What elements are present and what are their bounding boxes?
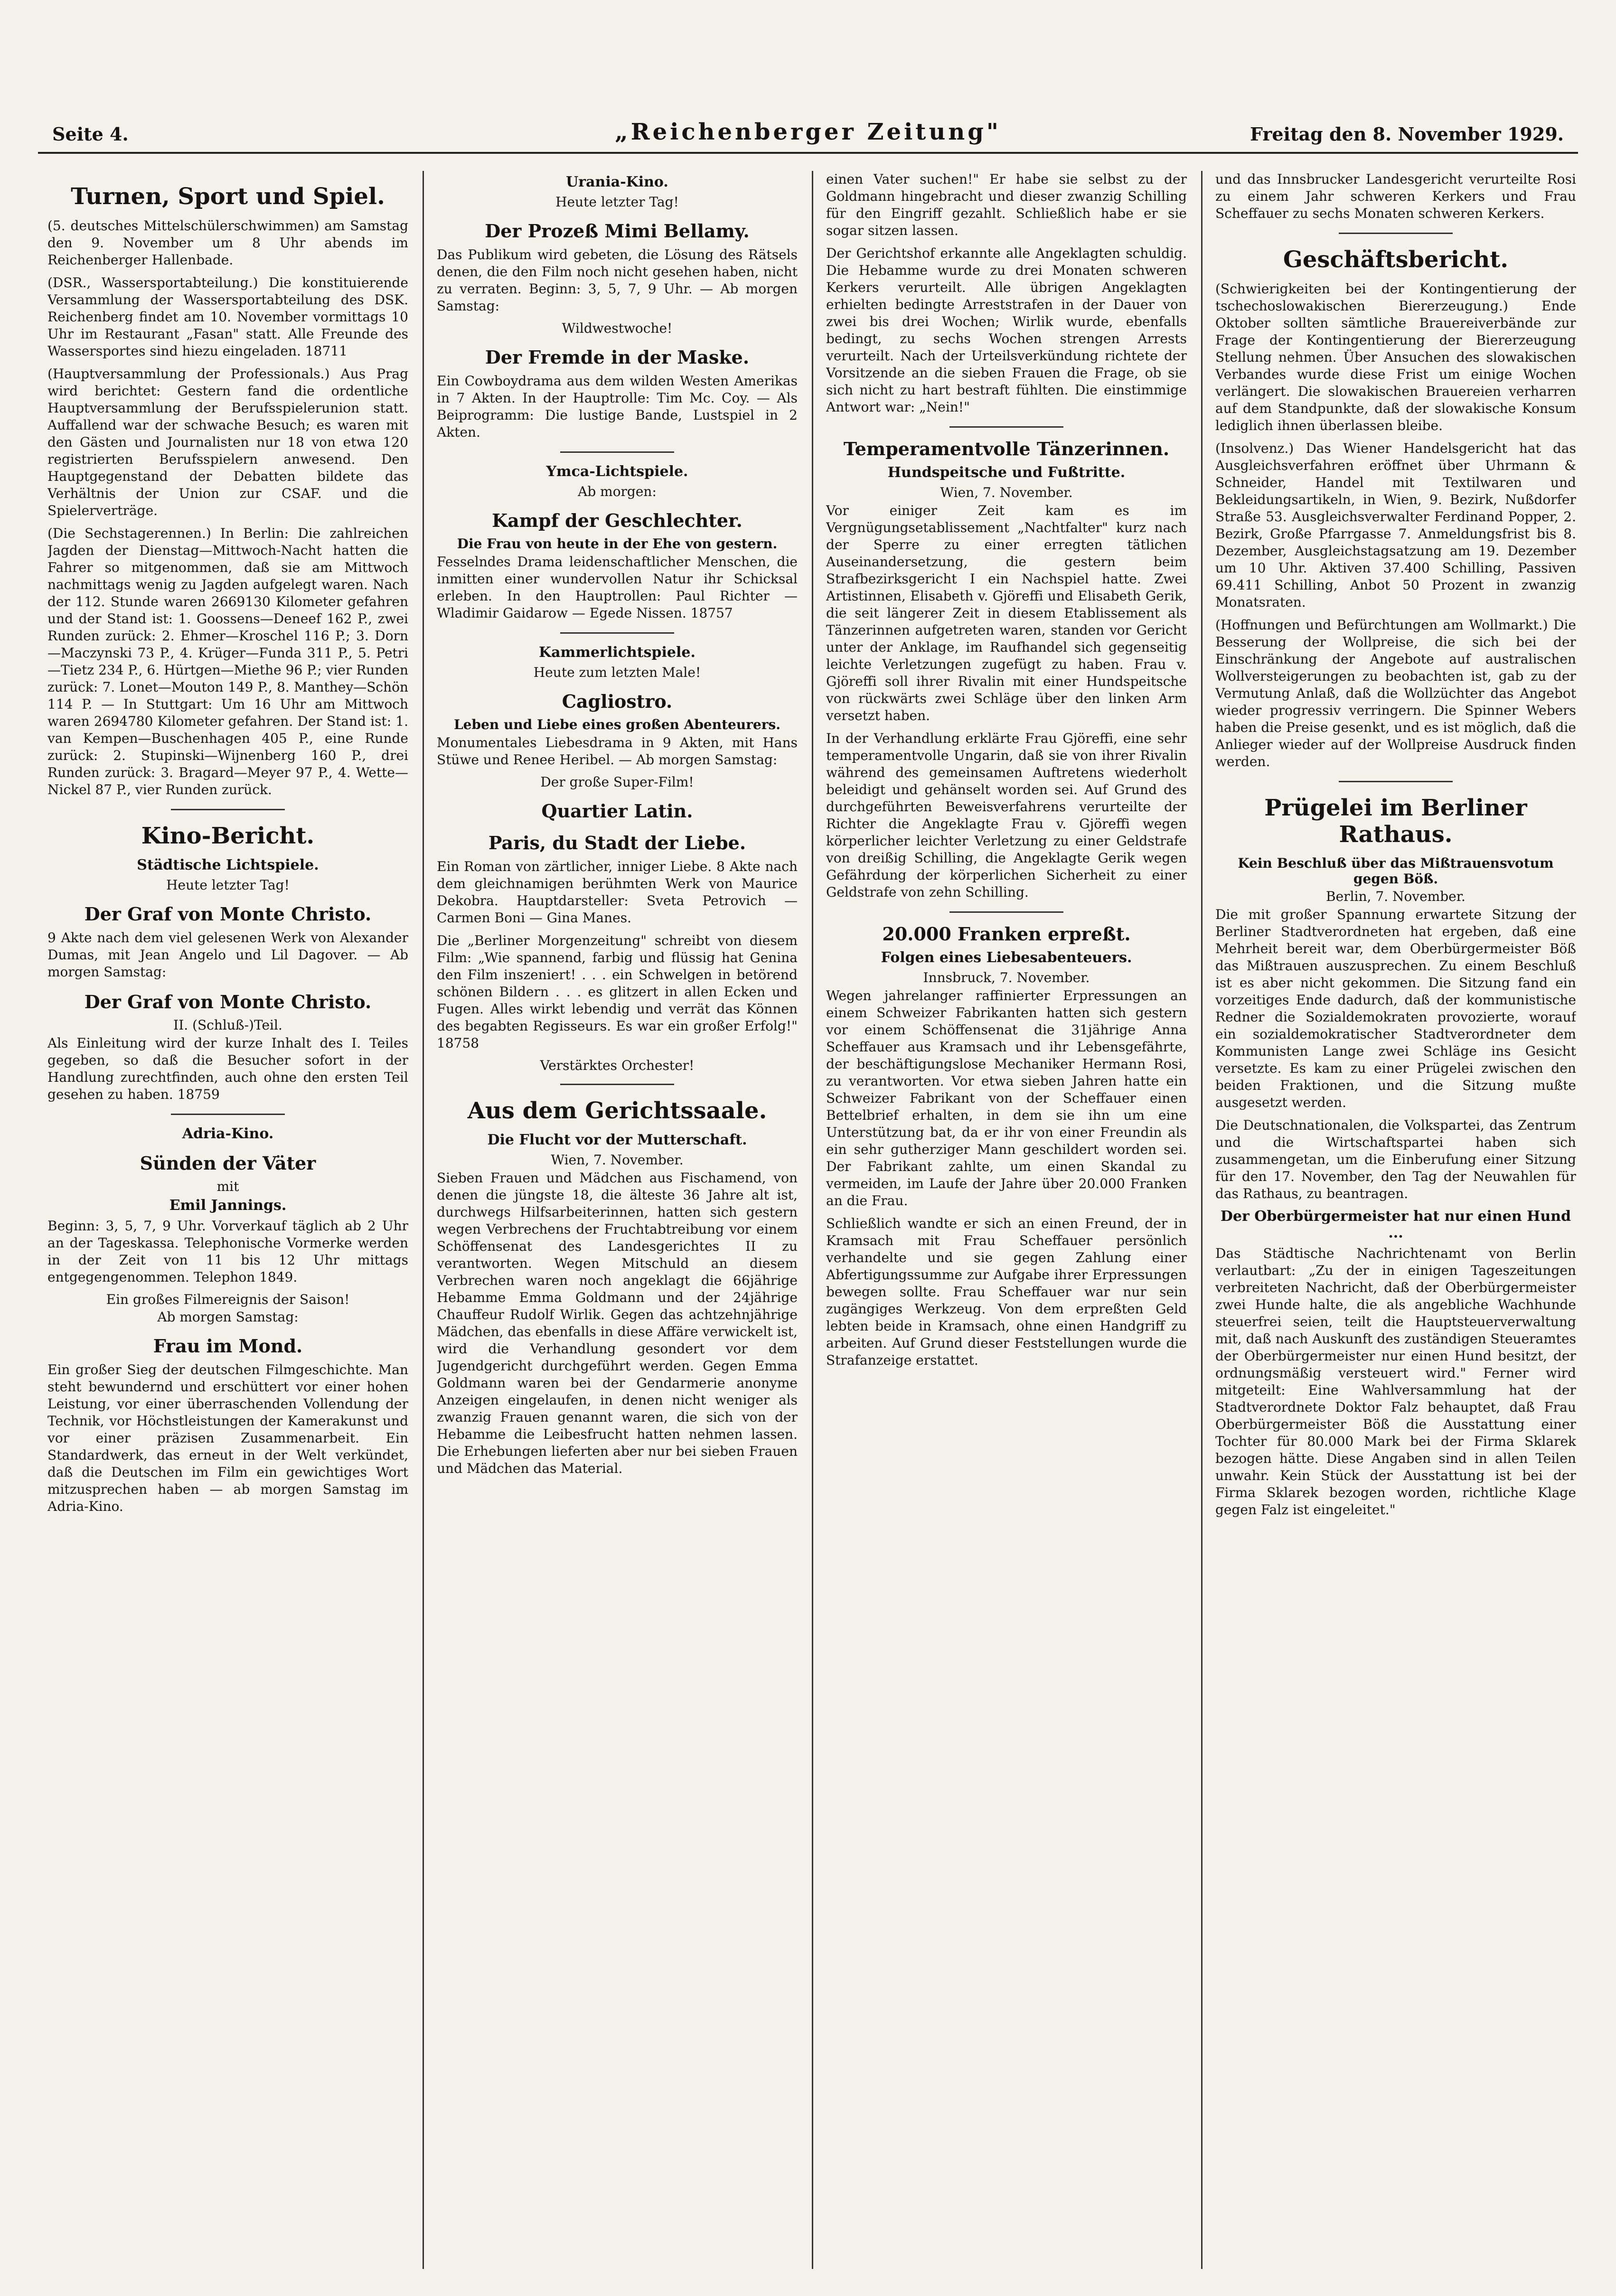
cinema-note: Ab morgen: bbox=[578, 484, 657, 499]
newspaper-title: „Reichenberger Zeitung" bbox=[615, 119, 1001, 145]
film-actor: Emil Jannings. bbox=[169, 1197, 287, 1214]
film-with: mit bbox=[216, 1179, 239, 1194]
article-text: Das Städtische Nachrichtenamt von Berlin verlautbart: „Zu der in einigen Tageszeitungen verbreiteten Nachricht, daß der Oberbürgermeister zwei Hunde halte, die als angebliche Wachhunde steuerfrei seien, teilt die Hauptsteuerverwaltung mit, daß nach Auskunft des zuständigen Steueramtes der Oberbürgermeister nur einen Hund besitzt, der ordnungsmäßig versteuert wird." Ferner wird mitgeteilt: Eine Wahlversammlung hat der Stadtverordnete Doktor Falz behauptet, daß Frau Oberbürgermeister Böß die Ausstattung einer Tochter für 80.000 Mark bei der Firma Sklarek bezogen hätte. Diese Angaben sind in allen Teilen unwahr. Kein Stück der Ausstattung ist bei der Firma Sklarek bezogen worden, richtliche Klage gegen Falz ist eingeleitet." bbox=[1215, 1246, 1576, 1518]
cinema-note: Der große Super-Film! bbox=[540, 774, 694, 790]
article-text: Monumentales Liebesdrama in 9 Akten, mit Hans Stüwe und Renee Heribel. — Ab morgen Samstag: bbox=[437, 735, 798, 768]
article-text: Ein großer Sieg der deutschen Filmgeschichte. Man steht bewundernd und erschüttert vor einer hohen Leistung, vor einer überraschenden Vollendung der Technik, vor Höchstleistungen der Kamerakunst und vor einer präzisen Zusammenarbeit. Ein Standardwerk, das erneut in der Welt verkündet, daß die Deutschen im Film ein gewichtiges Wort mitzusprechen haben — ab morgen Samstag im Adria-Kino. bbox=[47, 1362, 408, 1514]
article-subtitle: Der Oberbürgermeister hat nur einen Hund ... bbox=[1220, 1208, 1571, 1241]
article-text: Beginn: 3, 5, 7, 9 Uhr. Vorverkauf täglich ab 2 Uhr an der Tageskassa. Telephonische Vormerke werden in der Zeit von 11 bis 12 Uhr mittags entgegengenommen. Telephon 1849. bbox=[47, 1218, 408, 1285]
film-title: Frau im Mond. bbox=[153, 1335, 303, 1357]
article-text: Die Deutschnationalen, die Volkspartei, das Zentrum und die Wirtschaftspartei haben sich zusammengetan, um die Einberufung einer Sitzung für den 17. November, den Tag der Neuwahlen für das Rathaus, zu beantragen. bbox=[1215, 1117, 1576, 1201]
film-title: Der Fremde in der Maske. bbox=[485, 347, 750, 368]
film-title: Paris, du Stadt der Liebe. bbox=[488, 832, 746, 853]
article-text: Schließlich wandte er sich an einen Freund, der in Kramsach mit Frau Scheffauer persönlich verhandelte und sie gegen Zahlung einer Abfertigungssumme zur Aufgabe ihrer Erpressungen bewegen sollte. Frau Scheffauer war nur sein zugängiges Werkzeug. Von dem erpreßten Geld lebten beide in Kramsach, ohne einen Handgriff zu arbeiten. Auf Grund dieser Feststellungen wurde die Strafanzeige erstattet. bbox=[826, 1216, 1187, 1368]
film-title: Sünden der Väter bbox=[140, 1153, 316, 1174]
column-1 bbox=[47, 171, 408, 2269]
article-text: (Schwierigkeiten bei der Kontingentierung der tschechoslowakischen Biererzeugung.) Ende Oktober sollten sämtliche Brauereiverbände zur Frage der Kontingentierung der Biererzeugung Stellung nehmen. Über Ansuchen des slowakischen Verbandes wurde diese Frist um einige Wochen verlängert. Die slowakischen Brauereien verharren auf dem Standpunkte, daß der slowakische Konsum lediglich ihnen überlassen bleibe. bbox=[1215, 281, 1576, 433]
dateline: Berlin, 7. November. bbox=[1326, 889, 1466, 904]
cinema-name: Ymca-Lichtspiele. bbox=[546, 463, 688, 480]
column-4 bbox=[1215, 171, 1576, 2269]
dateline: Wien, 7. November. bbox=[940, 485, 1073, 500]
article-subtitle: Die Flucht vor der Mutterschaft. bbox=[487, 1132, 747, 1148]
divider bbox=[560, 632, 674, 634]
masthead bbox=[38, 95, 1578, 154]
cinema-note: Heute letzter Tag! bbox=[555, 194, 679, 210]
cinema-note: Heute zum letzten Male! bbox=[533, 665, 701, 680]
film-title: Der Graf von Monte Christo. bbox=[84, 991, 372, 1012]
article-text: und das Innsbrucker Landesgericht verurteilte Rosi zu einem Jahr schweren Kerkers und Frau Scheffauer zu sechs Monaten schweren Kerkers. bbox=[1215, 171, 1576, 221]
column-rule bbox=[1201, 171, 1203, 2269]
cinema-note: Wildwestwoche! bbox=[562, 320, 673, 336]
film-subtitle: Leben und Liebe eines großen Abenteurers. bbox=[453, 717, 781, 732]
page-number: Seite 4. bbox=[52, 123, 129, 145]
column-2 bbox=[437, 171, 798, 2269]
divider bbox=[949, 911, 1063, 913]
issue-date: Freitag den 8. November 1929. bbox=[1250, 123, 1564, 145]
film-title: Quartier Latin. bbox=[541, 800, 693, 822]
column-3 bbox=[826, 171, 1187, 2269]
article-text: Ein Roman von zärtlicher, inniger Liebe. 8 Akte nach dem gleichnamigen berühmten Werk von Maurice Dekobra. Hauptdarsteller: Sveta Petrovich — Carmen Boni — Gina Manes. bbox=[437, 859, 798, 926]
article-title: 20.000 Franken erpreßt. bbox=[882, 923, 1131, 945]
article-text: (DSR., Wassersportabteilung.) Die konstituierende Versammlung der Wassersportabteilung des DSK. Reichenberg findet am 10. November vormittags 10 Uhr im Restaurant „Fasan" statt. Alle Freunde des Wassersportes sind hiezu eingeladen. 18711 bbox=[47, 275, 408, 359]
article-title: Temperamentvolle Tänzerinnen. bbox=[843, 438, 1170, 459]
article-text: (5. deutsches Mittelschülerschwimmen) am Samstag den 9. November um 8 Uhr abends im Reichenberger Hallenbade. bbox=[47, 218, 408, 268]
divider bbox=[171, 809, 285, 810]
dateline: Wien, 7. November. bbox=[551, 1152, 684, 1168]
section-title-kino: Kino-Bericht. bbox=[141, 823, 315, 849]
cinema-name: Urania-Kino. bbox=[566, 174, 668, 190]
divider bbox=[171, 1114, 285, 1115]
film-title: Kampf der Geschlechter. bbox=[492, 510, 742, 531]
article-text: (Hauptversammlung der Professionals.) Aus Prag wird berichtet: Gestern fand die ordentliche Hauptversammlung der Berufsspielerunion statt. Auffallend war der schwache Besuch; es waren mit den Gästen und Journalisten nur 18 von etwa 120 registrierten Berufsspielern anwesend. Den Hauptgegenstand der Debatten bildete das Verhältnis der Union zur CSAF. und die Spielerverträge. bbox=[47, 366, 408, 518]
article-text: (Die Sechstagerennen.) In Berlin: Die zahlreichen Jagden der Dienstag—Mittwoch-Nacht hatten die Fahrer so mitgenommen, daß sie am Mittwoch nachmittags wenig zu Jagden aufgelegt waren. Nach der 112. Stunde waren 2669130 Kilometer gefahren und der Stand ist: 1. Goossens—Deneef 162 P., zwei Runden zurück: 2. Ehmer—Kroschel 116 P.; 3. Dorn—Maczynski 73 P., 4. Krüger—Funda 311 P., 5. Petri—Tietz 234 P., 6. Hürtgen—Miethe 96 P.; vier Runden zurück: 7. Lonet—Mouton 149 P., 8. Manthey—Schön 114 P. — In Stuttgart: Um 16 Uhr am Mittwoch waren 2694780 Kilometer gefahren. Der Stand ist: 1. van Kempen—Buschenhagen 405 P., eine Runde zurück: 2. Stupinski—Wijnenberg 160 P., drei Runden zurück: 3. Bragard—Meyer 97 P., 4. Wette—Nickel 87 P., vier Runden zurück. bbox=[47, 525, 408, 797]
film-title: Der Prozeß Mimi Bellamy. bbox=[485, 220, 750, 242]
column-rule bbox=[423, 171, 424, 2269]
article-text: Die „Berliner Morgenzeitung" schreibt von diesem Film: „Wie spannend, farbig und flüssig hat Genina den Film inszeniert! . . . ein Schwelgen in betörend schönen Bildern . . . es glitzert in allen Ecken und Fugen. Alles wirkt lebendig und verrät das Können des begabten Regisseurs. Es war ein großer Erfolg!" 18758 bbox=[437, 933, 798, 1051]
article-text: Fesselndes Drama leidenschaftlicher Menschen, die inmitten einer wundervollen Natur ihr Schicksal erleben. In den Hauptrollen: Paul Richter — Wladimir Gaidarow — Egede Nissen. 18757 bbox=[437, 554, 798, 621]
article-text: Ein Cowboydrama aus dem wilden Westen Amerikas in 7 Akten. In der Hauptrolle: Tim Mc. Coy. — Als Beiprogramm: Die lustige Bande, Lustspiel in 2 Akten. bbox=[437, 373, 798, 440]
film-subtitle: Die Frau von heute in der Ehe von gestern. bbox=[457, 536, 778, 552]
dateline: Innsbruck, 7. November. bbox=[923, 970, 1090, 985]
cinema-name: Städtische Lichtspiele. bbox=[137, 857, 319, 873]
article-text: einen Vater suchen!" Er habe sie selbst zu der Goldmann hingebracht und dieser zwanzig Schilling für den Eingriff gezahlt. Schließlich habe er sie sogar sitzen lassen. bbox=[826, 171, 1187, 238]
cinema-note: Heute letzter Tag! bbox=[166, 877, 290, 893]
film-title: Der Graf von Monte Christo. bbox=[84, 903, 372, 925]
divider bbox=[1339, 233, 1453, 234]
cinema-name: Kammerlichtspiele. bbox=[539, 644, 695, 661]
section-title-court: Aus dem Gerichtssaale. bbox=[467, 1097, 767, 1124]
article-title: Prügelei im Berliner Rathaus. bbox=[1264, 795, 1527, 848]
divider bbox=[1339, 781, 1453, 782]
film-part: II. (Schluß-)Teil. bbox=[173, 1017, 282, 1033]
article-text: Das Publikum wird gebeten, die Lösung des Rätsels denen, die den Film noch nicht gesehen haben, nicht zu verraten. Beginn: 3, 5, 7, 9 Uhr. — Ab morgen Samstag: bbox=[437, 247, 798, 314]
article-text: Wegen jahrelanger raffinierter Erpressungen an einem Schweizer Fabrikanten hatten sich gestern vor einem Schöffensenat die 31jährige Anna Scheffauer aus Kramsach und ihr Lebensgefährte, der beschäftigungslose Mechaniker Hermann Rosi, zu verantworten. Vor etwa sieben Jahren hatte ein Schweizer Fabrikant von der Scheffauer einen Bettelbrief erhalten, in dem sie ihn um eine Unterstützung bat, da er ihr von einer Freundin als ein sehr gutherziger Mann geschildert worden sei. Der Fabrikant zahlte, um einen Skandal zu vermeiden, im Laufe der Jahre über 20.000 Franken an die Frau. bbox=[826, 988, 1187, 1209]
film-title: Cagliostro. bbox=[562, 691, 673, 712]
article-text: (Hoffnungen und Befürchtungen am Wollmarkt.) Die Besserung der Wollpreise, die sich bei der Einschränkung der Angebote auf australischen Wollversteigerungen zu beobachten ist, gab zu der Vermutung Anlaß, daß die Wollzüchter das Angebot wieder progressiv verringern. Die Spinner Webers haben die Preise gesenkt, und es ist möglich, daß die Anlieger wieder auf der Wollpreise Ausdruck finden werden. bbox=[1215, 617, 1576, 769]
article-text: Der Gerichtshof erkannte alle Angeklagten schuldig. Die Hebamme wurde zu drei Monaten schweren Kerkers verurteilt. Alle übrigen Angeklagten erhielten bedingte Arreststrafen in der Dauer von zwei bis drei Wochen; Wirlik wurde, ebenfalls bedingt, zu sechs Wochen strengen Arrests verurteilt. Nach der Urteilsverkündung richtete der Vorsitzende an die sieben Frauen die Frage, ob sie sich nicht zu hart bestraft fühlten. Die einstimmige Antwort war: „Nein!" bbox=[826, 245, 1187, 415]
divider bbox=[560, 451, 674, 453]
divider bbox=[949, 426, 1063, 428]
article-text: 9 Akte nach dem viel gelesenen Werk von Alexander Dumas, mit Jean Angelo und Lil Dagover. — Ab morgen Samstag: bbox=[47, 930, 408, 980]
cinema-note: Ab morgen Samstag: bbox=[157, 1309, 299, 1325]
newspaper-page bbox=[38, 76, 1578, 2259]
article-text: Vor einiger Zeit kam es im Vergnügungsetablissement „Nachtfalter" kurz nach der Sperre zu einer erregten tätlichen Auseinandersetzung, die gestern beim Strafbezirksgericht I ein Nachspiel hatte. Zwei Artistinnen, Elisabeth v. Gjöreffi und Elisabeth Gerik, die seit längerer Zeit in diesem Etablissement als Tänzerinnen aufgetreten waren, standen vor Gericht unter der Anklage, im Raufhandel sich gegenseitig leichte Verletzungen zugefügt zu haben. Frau v. Gjöreffi soll ihrer Rivalin mit einer Hundspeitsche von rückwärts zwei Schläge über den linken Arm versetzt haben. bbox=[826, 503, 1187, 723]
article-text: Die mit großer Spannung erwartete Sitzung der Berliner Stadtverordneten hat ergeben, daß eine Mehrheit bereit war, dem Oberbürgermeister Böß das Mißtrauen auszusprechen. Zu einem Beschluß ist es aber nicht gekommen. Die Sitzung fand ein vorzeitiges Ende dadurch, daß der kommunistische Redner die Sozialdemokraten provozierte, worauf ein sozialdemokratischer Stadtverordneter dem Kommunisten Lange zwei Schläge ins Gesicht versetzte. Es kam zu einer Prügelei zwischen den beiden Fraktionen, und die Sitzung mußte ausgesetzt werden. bbox=[1215, 907, 1576, 1110]
article-text: Als Einleitung wird der kurze Inhalt des I. Teiles gegeben, so daß die Besucher sofort in der Handlung zurechtfinden, auch ohne den ersten Teil gesehen zu haben. 18759 bbox=[47, 1035, 408, 1102]
article-subtitle: Kein Beschluß über das Mißtrauensvotum gegen Böß. bbox=[1238, 855, 1554, 887]
article-text: Sieben Frauen und Mädchen aus Fischamend, von denen die jüngste 18, die älteste 36 Jahre alt ist, durchwegs Hilfsarbeiterinnen, hatten sich gestern wegen Verbrechens der Fruchtabtreibung vor einem Schöffensenat des Landesgerichtes II zu verantworten. Wegen Mitschuld an diesem Verbrechen waren noch angeklagt die 66jährige Hebamme Emma Goldmann und der 24jährige Chauffeur Rudolf Wirlik. Gegen das achtzehnjährige Mädchen, das ebenfalls in diese Affäre verwickelt ist, wird die Verhandlung gesondert vor dem Jugendgericht durchgeführt werden. Gegen Emma Goldmann waren bei der Gendarmerie anonyme Anzeigen eingelaufen, in denen nicht weniger als zwanzig Frauen genannt waren, die sich von der Hebamme die Leibesfrucht hatten nehmen lassen. Die Erhebungen lieferten aber nur bei sieben Frauen und Mädchen das Material. bbox=[437, 1170, 798, 1476]
cinema-note: Verstärktes Orchester! bbox=[540, 1058, 695, 1073]
cinema-name: Adria-Kino. bbox=[182, 1125, 274, 1142]
article-subtitle: Folgen eines Liebesabenteuers. bbox=[881, 949, 1132, 966]
article-text: In der Verhandlung erklärte Frau Gjöreffi, eine sehr temperamentvolle Ungarin, daß sie von ihrer Rivalin während des gemeinsamen Auftretens wiederholt beleidigt und gehänselt worden sei. Auf Grund des durchgeführten Beweisverfahrens verurteilte der Richter die Angeklagte Frau v. Gjöreffi wegen körperlicher leichter Verletzung zu einer Geldstrafe von dreißig Schilling, die Angeklagte Gerik wegen Gefährdung der körperlichen Sicherheit zu einer Geldstrafe von zehn Schilling. bbox=[826, 731, 1187, 900]
section-title-business: Geschäftsbericht. bbox=[1283, 246, 1509, 273]
article-text: (Insolvenz.) Das Wiener Handelsgericht hat das Ausgleichsverfahren eröffnet über Uhrmann & Schneider, Handel mit Textilwaren und Bekleidungsartikeln, in Wien, 9. Bezirk, Nußdorfer Straße 53. Ausgleichsverwalter Ferdinand Popper, 2. Bezirk, Große Pfarrgasse 7. Anmeldungsfrist bis 8. Dezember, Ausgleichstagsatzung am 19. Dezember um 10 Uhr. Aktiven 37.400 Schilling, Passiven 69.411 Schilling, Anbot 50 Prozent in zwanzig Monatsraten. bbox=[1215, 440, 1576, 610]
article-subtitle: Hundspeitsche und Fußtritte. bbox=[887, 464, 1126, 481]
divider bbox=[560, 1084, 674, 1085]
cinema-note: Ein großes Filmereignis der Saison! bbox=[106, 1292, 350, 1307]
section-title-sport: Turnen, Sport und Spiel. bbox=[71, 183, 385, 210]
column-rule bbox=[812, 171, 813, 2269]
